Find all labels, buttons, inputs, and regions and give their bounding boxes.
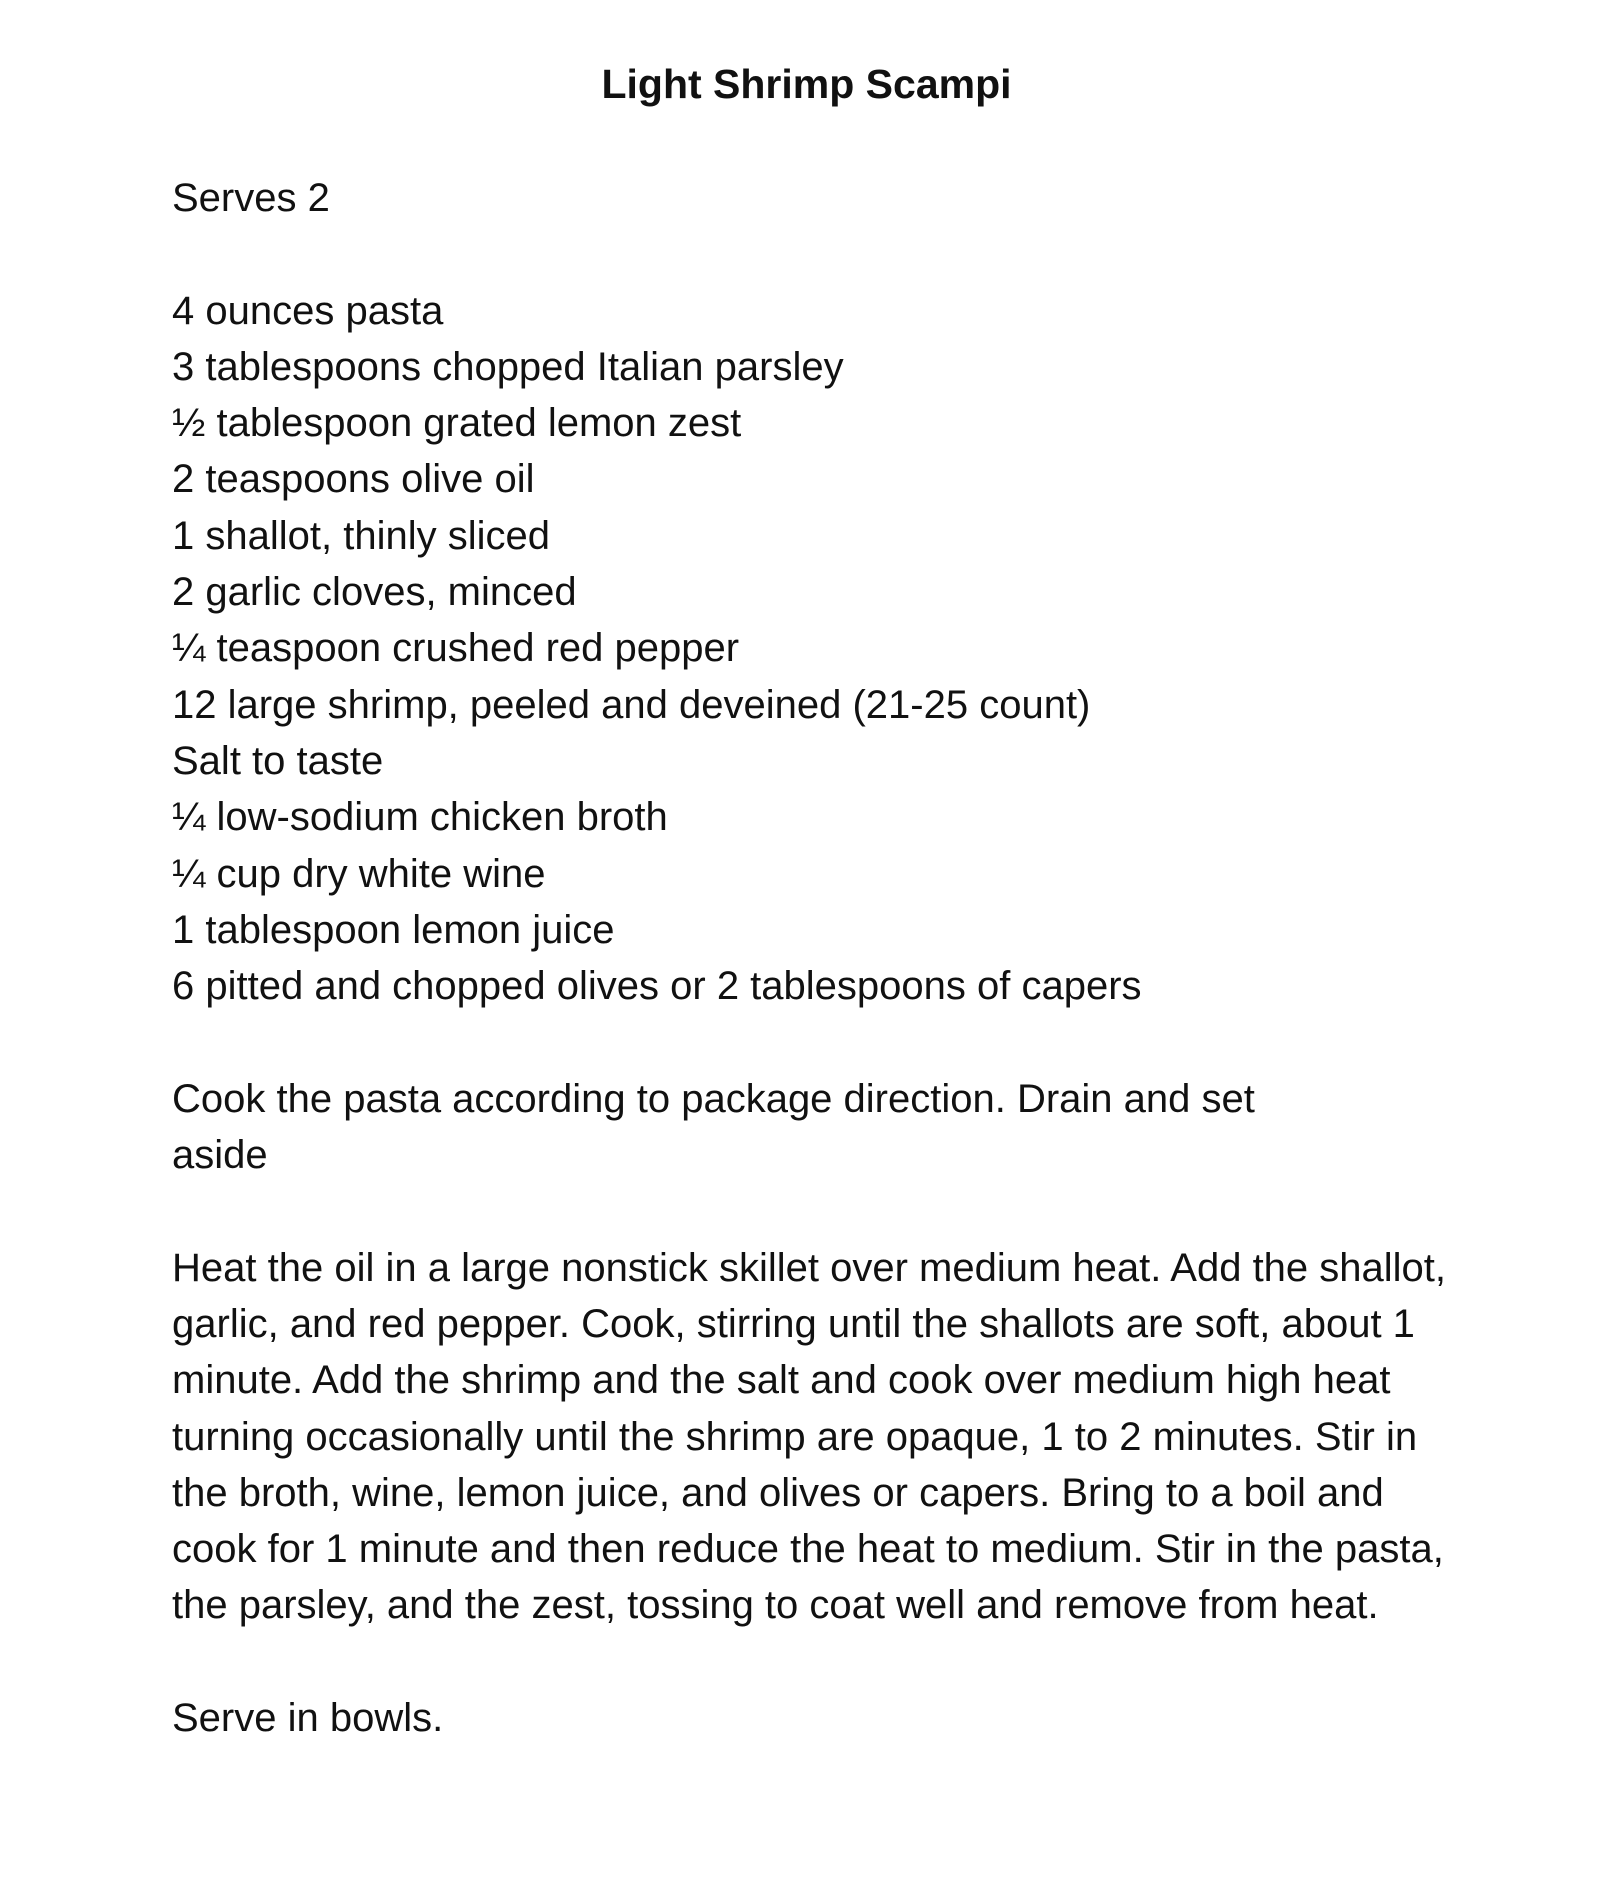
ingredient-item: ¼ teaspoon crushed red pepper	[172, 626, 740, 671]
ingredient-list	[172, 283, 1472, 1015]
ingredient-item: 1 shallot, thinly sliced	[172, 513, 550, 558]
recipe-title: Light Shrimp Scampi	[601, 61, 1012, 107]
instruction-step: Serve in bowls.	[172, 1696, 444, 1741]
instruction-step: Heat the oil in a large nonstick skillet over medium heat. Add the shallot, garlic, and red pepper. Cook, stirring until the shallots are soft, about 1 minute. Add the shrimp and the salt and cook over medium high heat turning occasionally until the shrimp are opaque, 1 to 2 minutes. Stir in the broth, wine, lemon juice, and olives or capers. Bring to a boil and cook for 1 minute and then reduce the heat to medium. Stir in the pasta, the parsley, and the zest, tossing to coat well and remove from heat.	[172, 1245, 1447, 1628]
ingredient-item: 3 tablespoons chopped Italian parsley	[172, 344, 844, 389]
ingredient-item: ½ tablespoon grated lemon zest	[172, 401, 742, 446]
ingredient-item: ¼ cup dry white wine	[172, 851, 546, 896]
serves-line: Serves 2	[172, 176, 330, 220]
instruction-step: Cook the pasta according to package direction. Drain and set aside	[172, 1076, 1255, 1178]
ingredient-item: 12 large shrimp, peeled and deveined (21-25 count)	[172, 682, 1091, 727]
recipe-body	[172, 170, 1472, 1803]
ingredient-item: Salt to taste	[172, 738, 384, 783]
ingredient-item: 1 tablespoon lemon juice	[172, 907, 615, 952]
ingredient-item: 2 teaspoons olive oil	[172, 457, 535, 502]
ingredient-item: 2 garlic cloves, minced	[172, 570, 577, 615]
ingredient-item: 6 pitted and chopped olives or 2 tablespoons of capers	[172, 964, 1142, 1009]
ingredient-item: ¼ low-sodium chicken broth	[172, 795, 668, 840]
ingredient-item: 4 ounces pasta	[172, 288, 444, 333]
